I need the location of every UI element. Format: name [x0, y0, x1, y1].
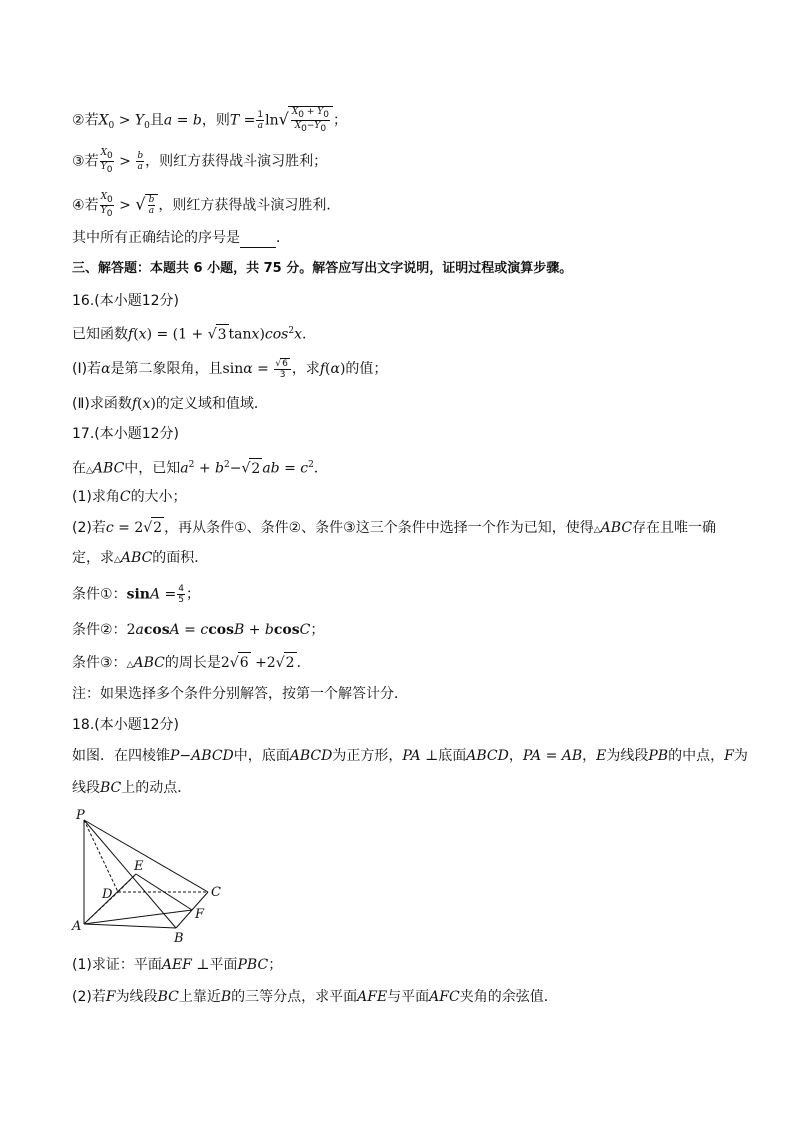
pyramid-figure	[70, 808, 230, 943]
q17-cond1: 条件①：sinA = $\frac{4}{5}$ ；	[72, 584, 200, 605]
edge-AB	[84, 924, 176, 928]
q16-intro: 已知函数f(x) = (1 + √3 $\tan x)\cos^2x$．	[72, 321, 316, 345]
q17-note: 注：如果选择多个条件分别解答，按第一个解答计分．	[72, 686, 408, 702]
q16-header: 16.(本小题12分)	[72, 293, 180, 309]
item-2: ②若$X_0 > Y_0$且a = b，则T = $\frac{1}{a}$ ln√ $\frac{X_0 + Y_0}{X_0-Y_0}$ ；	[72, 107, 347, 134]
label-F: F	[195, 907, 205, 922]
q17-intro: 在△ABC中，已知$a^2 + b^2-√2$ ab = $c^2$．	[72, 455, 328, 481]
fill-blank-line: 其中所有正确结论的序号是 ．	[72, 230, 290, 246]
section-heading: 三、解答题：本题共 6 小题，共 75 分。解答应写出文字说明，证明过程或演算步骤。	[72, 261, 573, 276]
edge-PC	[84, 820, 208, 892]
answer-blank	[240, 233, 276, 248]
item-4: ④若 $\frac{X_0}{Y_0}$ > √ $\frac{b}{a}$ ，则红方获得战斗演习胜利．	[72, 192, 341, 219]
label-E: E	[134, 859, 144, 874]
q18-part2: (2)若F为线段BC上靠近B的三等分点，求平面AFE与平面AFC夹角的余弦值．	[72, 989, 558, 1005]
q18-text2: 线段BC上的动点．	[72, 780, 192, 796]
label-C: C	[211, 885, 221, 900]
q16-part2: (Ⅱ)求函数f(x)的定义域和值域．	[72, 396, 268, 412]
q16-part1: (Ⅰ)若α是第二象限角，且sinα = $\frac{√6}{3}$ ，求f(α)的值；	[72, 359, 388, 380]
edge-PD	[84, 820, 118, 892]
q17-cond3: 条件③：△ABC的周长是2√6 +2√2 ．	[72, 652, 311, 675]
edge-AF	[84, 910, 192, 924]
edge-PB	[84, 820, 176, 928]
label-B: B	[174, 931, 184, 943]
q18-header: 18.(本小题12分)	[72, 717, 180, 733]
q18-text1: 如图．在四棱锥P−ABCD中，底面ABCD为正方形，PA ⊥底面ABCD，PA = AB，E为线段PB的中点，F为	[72, 748, 748, 764]
q17-cond2: 条件②：2acosA = ccosB + bcosC；	[72, 622, 325, 638]
q17-part2: (2)若c = 2√2 ，再从条件①、条件②、条件③这三个条件中选择一个作为已知，使得△ABC存在且唯一确	[72, 517, 716, 540]
q17-part2-cont: 定，求△ABC的面积．	[72, 550, 209, 566]
q18-part1: (1)求证：平面AEF ⊥平面PBC；	[72, 957, 283, 973]
label-A: A	[72, 919, 82, 934]
label-D: D	[102, 887, 113, 902]
q17-part1: (1)求角C的大小；	[72, 489, 187, 505]
item-3: ③若 $\frac{X_0}{Y_0}$ > $\frac{b}{a}$ ，则红方获得战斗演习胜利；	[72, 148, 328, 175]
label-P: P	[76, 808, 85, 823]
q17-header: 17.(本小题12分)	[72, 426, 180, 442]
